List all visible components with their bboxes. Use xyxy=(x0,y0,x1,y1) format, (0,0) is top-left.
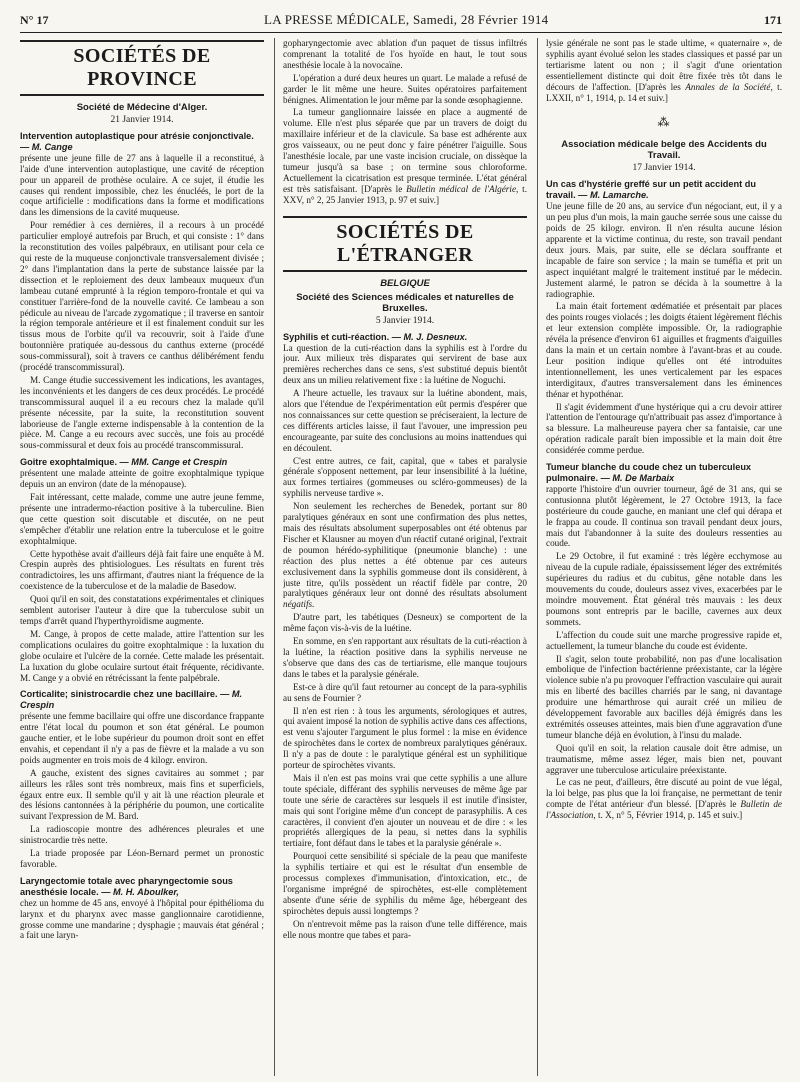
society-name: Association médicale belge des Accidents du Travail. xyxy=(561,139,767,162)
paragraph: Quoi qu'il en soit, des constatations expérimentales et cliniques semblent autoriser l'auteur à dire que la tuberculose subit un temps d'arrêt quand l'hyperthyroïdisme augmente. xyxy=(20,594,264,626)
section-title-etranger: SOCIÉTÉS DE L'ÉTRANGER xyxy=(283,216,527,272)
paragraph-text: Le cas ne peut, d'ailleurs, être discuté au point de vue légal, la loi belge, pas plus que la loi française, ne permettant de tenir compte de l'état antérieur d'un blessé. [D'après le xyxy=(546,777,782,810)
paragraph: Il s'agit, selon toute probabilité, non pas d'une localisation embolique de l'infection bactérienne préexistante, car la légère violence subie n'a pu provoquer l'effraction vasculaire qui aurait mis en liberté des bacilles charriés par le sang, ni davantage produire une hémarthrose qui aurait créé un milieu de développement favorable aux bacilles déjà émigrés dans les extrémités osseuses atteintes, mais bien d'une aggravation d'une tumeur blanche déjà en évolution, à l'insu du malade. xyxy=(546,653,782,740)
article-heading xyxy=(20,689,264,711)
reference-details: , t. X, n° 5, Février 1914, p. 145 et suiv.] xyxy=(593,810,743,821)
article-author: M. Lamarche. xyxy=(589,190,649,201)
article-title: Goitre exophtalmique. — xyxy=(20,457,129,468)
paragraph: La radioscopie montre des adhérences pleurales et une sinistrocardie très nette. xyxy=(20,824,264,846)
section-title-province: SOCIÉTÉS DE PROVINCE xyxy=(20,40,264,96)
paragraph: Il s'agit évidemment d'une hystérique qui a cru devoir attirer l'attention de l'entourage qu'n'attribuait pas assez d'importance à sa blessure. La malheureuse payera cher sa fantaisie, car une opération radicale paraît bien impossible et la main doit être considérée comme perdue. xyxy=(546,401,782,456)
paragraph: chez un homme de 45 ans, envoyé à l'hôpital pour épithélioma du larynx et du pharynx avec masse ganglionnaire carotidienne, grosse comme une mandarine ; dysphagie ; mauvais état général ; a fait une laryn- xyxy=(20,897,264,941)
paragraph: Il n'en est rien : à tous les arguments, sérologiques et autres, qui avaient imposé la notion de syphilis active dans ces affections, est venu s'ajouter l'argument le plus formel : la mise en évidence de spirochètes dans le cortex de nombreux paralytiques généraux. Il n'y a pas de doute : le paralytique général est un syphilitique porteur de spirochètes vivants. xyxy=(283,705,527,771)
paragraph: La triade proposée par Léon-Bernard permet un pronostic favorable. xyxy=(20,848,264,869)
reference-details: , t. XXV, n° 2, 25 Janvier 1913, p. 97 et suiv.] xyxy=(283,183,527,205)
paragraph: présentent une malade atteinte de goitre exophtalmique typique depuis un an environ (date de la ménopause). xyxy=(20,468,264,490)
paragraph: A gauche, existent des signes cavitaires au sommet ; par ailleurs les râles sont très nombreux, mais fins et superficiels, égaux entre eux. Il semble qu'il y ait là une réaction pleurale et des lésions cantonnées à la périphérie du poumon, une corticalite suivant l'expression de M. Bard. xyxy=(20,767,264,822)
paragraph: En somme, en s'en rapportant aux résultats de la cuti-réaction à la luétine, la réaction positive dans la syphilis nerveuse ne s'observe que dans des cas de tertiarisme, elle manque toujours dans le tabes et la paralysie générale. xyxy=(283,636,527,679)
emphasis: négatifs. xyxy=(283,599,315,610)
reference-title: Annales de la Société xyxy=(685,81,771,92)
article-author: M. Cange xyxy=(31,141,73,152)
paragraph: Une jeune fille de 20 ans, au service d'un négociant, eut, il y a un peu plus d'un mois, la main gauche serrée sous une caisse du poids de 25 kilogr. environ. Il n'en résulta aucune lésion apparente et la victime continua, du reste, son travail pendant deux jours. Mais, par suite, elle se déclara souffrante et incapable de faire son service ; la main se tuméfia et prit un aspect inquiétant malgré le traitement institué par le médecin. Justement alarmé, le patron se décida à la soumettre à la radiographie. xyxy=(546,201,782,299)
paragraph: L'affection du coude suit une marche progressive rapide et, actuellement, la tumeur blanche du coude est évidente. xyxy=(546,629,782,651)
country-label: BELGIQUE xyxy=(380,277,430,289)
paragraph: présente une femme bacillaire qui offre une discordance frappante entre l'état local du poumon et son état général. Le poumon gauche entier, et le lobe supérieur du poumon droit sont en effet envahis, et cependant il n'y a pas de fièvre et la malade a vu son poids augmenter en trois mois de 4 kilogr. environ. xyxy=(20,711,264,765)
reference-details: , t. LXXII, n° 1, 1914, p. 14 et suiv.] xyxy=(546,81,782,103)
article-heading xyxy=(20,131,264,153)
paragraph: On n'entrevoit même pas la raison d'une telle différence, mais elle nous montre que tabes et para- xyxy=(283,918,527,940)
article-title: Intervention autoplastique pour atrésie conjonctivale. — xyxy=(20,131,254,152)
paragraph: D'autre part, les tabétiques (Desneux) se comportent de la même façon vis-à-vis de la luétine. xyxy=(283,612,527,634)
paragraph-text: lysie générale ne sont pas le stade ultime, « quaternaire », de syphilis ayant évolué selon les stades classiques et passé par un tertiarisme latent ou non ; il s'agit d'une orientation essentiellement distincte qui doit être fixée très tôt dans le décours de l'affection. [D'après les xyxy=(546,38,782,92)
paragraph xyxy=(283,501,527,610)
article-title: Laryngectomie totale avec pharyngectomie sous anesthésie locale. — xyxy=(20,875,233,897)
article-heading xyxy=(546,462,782,484)
paragraph-text: Non seulement les recherches de Benedek, portant sur 80 paralytiques généraux en sont une confirmation des plus nettes, mais des résultats absolument superposables ont été obtenus par Fischer et Klausner au moyen d'un réactif cutané original, l'extrait de poumon hérédo-syphilitique (pneumonie blanche) : une réaction des plus nettes a été obtenue par ces auteurs exclusivement dans la syphilis gommeuse dont ils considèrent, à juste titre, qu'ils possèdent un réactif fidèle par contre, 20 paralytiques généraux leur ont donné des résultats absolument xyxy=(283,501,527,599)
paragraph: M. Cange étudie successivement les indications, les avantages, les inconvénients et les dangers de ces deux procédés. Le procédé transcommissural auquel il a eu recours chez la malade qu'il présente nécessite, par la suite, la reconstitution souvent laborieuse de l'angle externe indispensable à la contention de la pièce. M. Cange a eu recours avec succès, une fois au procédé sous-commissural et deux fois au procédé transcommissural. xyxy=(20,374,264,451)
asterism-separator: ⁂ xyxy=(657,115,671,130)
column-2 xyxy=(283,38,527,1078)
article-heading xyxy=(20,457,264,468)
paragraph: Quoi qu'il en soit, la relation causale doit être admise, un traumatisme, même assez léger, mais bien net, pouvant aggraver une tuberculose articulaire préexistante. xyxy=(546,742,782,775)
running-head xyxy=(20,8,782,33)
session-date: 5 Janvier 1914. xyxy=(375,315,435,326)
paragraph: A l'heure actuelle, les travaux sur la luétine abondent, mais, alors que l'étendue de l'expérimentation eût permis d'espérer que nos connaissances sur cette question se préciseraient, la lecture de ces différents articles laisse, il faut l'avouer, une impression peu encourageante, par suite des conclusions au moins inattendues qui en découlent. xyxy=(283,388,527,453)
column-3 xyxy=(546,38,782,1078)
paragraph: Fait intéressant, cette malade, comme une autre jeune femme, présente une intradermo-réaction positive à la tuberculine. Bien que cette question soit discutable et discutée, on ne peut s'empêcher d'établir une relation entre la tuberculose et le goitre exophtalmique. xyxy=(20,492,264,546)
paragraph: Mais il n'en est pas moins vrai que cette syphilis a une allure toute spéciale, différant des syphilis nerveuses de même âge par toute une série de caractères sur lesquels il est inutile d'insister, mais qui sont l'origine même d'un concept de parasyphilis. A ces caractères, il convient d'en ajouter un nouveau et de dire : « les propriétés allergiques de la peau, si nettes dans la syphilis tertiaire, font défaut dans le tabes et la paralysie générale ». xyxy=(283,772,527,849)
reference-title: Bulletin de l'Association xyxy=(546,799,782,821)
paragraph-text: La tumeur ganglionnaire laissée en place a augmenté de volume. Elle n'est plus séparée que par un travers de doigt du maxillaire inférieur et de la clavicule. Sa base est adhérente aux gros vaisseaux, ou ne peut donc y faire pénétrer l'aiguille. Sous l'anesthésie locale, par une vaste incision cruciale, on dissèque la tumeur jusqu'à sa base ; on termine sous chloroforme. Actuellement la cicatrisation est presque terminée. L'état général est très satisfaisant. [D'après le xyxy=(283,107,527,194)
column-1 xyxy=(20,38,264,1078)
paragraph: Pour remédier à ces dernières, il a recours à un procédé particulier employé autrefois par Bruch, et qui consiste : 1° dans la reconstitution des voiles palpébraux, en utilisant pour cela ce qui reste de la muqueuse conjonctivale transversalement divisée ; 2° dans l'implantation dans la perte de substance laissée par la dissection et le reploiement des deux lambeaux muqueux d'un lambeau cutané emprunté à la région temporo-frontale et qui va constituer l'arrière-fond de la nouvelle cavité. Ce lambeau a son pédicule au niveau de l'arcade zygomatique ; il traverse en santoir la région temporale antérieure et il est finalement conduit sur les tissus mous de l'orbite qu'il va recouvrir, soit à l'aide d'une boutonnière pratiquée au-dessous du canthus externe (procédé sous-commissural), soit à travers ce canthus délibérément fendu (procédé transcommissural). xyxy=(20,220,264,373)
article-heading xyxy=(283,332,527,343)
paragraph: Cette hypothèse avait d'ailleurs déjà fait faire une enquête à M. Crespin auprès des phtisiologues. Les résultats en furent très contradictoires, les uns affirmant, d'autres niant la fréquence de la coexistence de la tuberculose et de la maladie de Basedow. xyxy=(20,548,264,592)
column-divider xyxy=(537,38,538,1076)
article-title: Tumeur blanche du coude chez un tuberculeux pulmonaire. — xyxy=(546,462,752,483)
article-title: Syphilis et cuti-réaction. — xyxy=(283,331,401,342)
article-author: M. Crespin xyxy=(20,689,243,711)
journal-title: LA PRESSE MÉDICALE, Samedi, 28 Février 1914 xyxy=(264,12,549,27)
article-heading xyxy=(546,179,782,201)
paragraph: La question de la cuti-réaction dans la syphilis est à l'ordre du jour. Aux milieux très disparates qui servirent de base aux premières recherches dans ce sens, s'est substitué depuis bientôt deux ans un milieu relativement fixe : la luétine de Noguchi. xyxy=(283,342,527,386)
session-date: 21 Janvier 1914. xyxy=(110,115,174,125)
paragraph xyxy=(546,38,782,103)
paragraph: Est-ce à dire qu'il faut retourner au concept de la para-syphilis au sens de Fournier ? xyxy=(283,681,527,703)
paragraph: L'opération a duré deux heures un quart. Le malade a refusé de garder le lit même une heure. Suites opératoires parfaitement bénignes. Alimentation le jour même par la sonde œsophagienne. xyxy=(283,72,527,105)
paragraph: La main était fortement œdématiée et présentait par places des points rouges violacés ; les doigts étaient légèrement fléchis et leur extension complète impossible. Or, la radiographie révéla la présence d'environ 61 aiguilles et fragments d'aiguilles dans la main et un certain nombre à l'avant-bras et au coude. Leur position indique qu'elles ont été introduites intentionnellement, les unes verticalement par les espaces interdigitaux, d'autres transversalement dans les éminences thénar et hypothénar. xyxy=(546,301,782,399)
column-divider xyxy=(274,38,275,1076)
session-date: 17 Janvier 1914. xyxy=(632,163,696,174)
article-title: Un cas d'hystérie greffé sur un petit accident du travail. — xyxy=(546,179,756,201)
paragraph xyxy=(283,107,527,205)
paragraph: Le 29 Octobre, il fut examiné : très légère ecchymose au niveau de la cupule radiale, épaississement léger des extrémités supérieures du radius et du cubitus, gêne notable dans les mouvements du coude, douleurs assez vives, exacerbées par le moindre mouvement. État général très mauvais : les deux poumons sont entrepris par le bacille, cavernes aux deux sommets. xyxy=(546,551,782,627)
society-name: Société de Médecine d'Alger. xyxy=(76,102,208,113)
issue-number: N° 17 xyxy=(20,12,49,27)
article-author: MM. Cange et Crespin xyxy=(131,457,228,468)
paragraph: C'est entre autres, ce fait, capital, que « tabes et paralysie générale s'opposent nettement, par leur insensibilité à la luétine, aux formes tertiaires (gommeuses ou scléro-gommeuses) de la syphilis nerveuse tardive ». xyxy=(283,455,527,499)
reference-title: Bulletin médical de l'Algérie xyxy=(406,183,517,194)
paragraph: M. Cange, à propos de cette malade, attire l'attention sur les complications oculaires du goitre exophtalmique : la luxation du globe oculaire et l'ulcère de la cornée. Cette malade les présentait. La luxation du globe oculaire surtout était fréquente, récidivante. M. Cange y a obvié en rétrécissant la fente palpébrale. xyxy=(20,628,264,683)
paragraph xyxy=(546,777,782,821)
paragraph: Pourquoi cette sensibilité si spéciale de la peau que manifeste la syphilis tertiaire et qui est le résultat d'un ensemble de processus complexes d'immunisation, d'intoxication, etc., de l'organisme imprégné de spirochètes, est-elle complètement absente d'une série de syphilis du même âge, hébergeant des spirochètes depuis aussi longtemps ? xyxy=(283,851,527,916)
paragraph: gopharyngectomie avec ablation d'un paquet de tissus infiltrés comprenant la totalité de l'os hyoïde en haut, le tout sous anesthésie locale à la novocaïne. xyxy=(283,38,527,70)
paragraph: rapporte l'histoire d'un ouvrier tourneur, âgé de 31 ans, qui se contusionna plutôt légèrement, le 27 Octobre 1913, la face postérieure du coude gauche, en maniant une clef qui dérapa et le frappa au coude. Il continua son travail pendant deux jours, mais dut l'abandonner à la suite des douleurs ressenties au coude. xyxy=(546,483,782,549)
article-author: M. De Marbaix xyxy=(612,473,675,483)
paragraph: présente une jeune fille de 27 ans à laquelle il a reconstitué, à l'aide d'une intervention autoplastique, une cavité de réception pour un appareil de prothèse oculaire. A ce sujet, il étudie les causes qui rendent impossible, chez les énucléés, le port de la coque artificielle : modifications dans la forme et modifications dans les dimensions de la cavité muqueuse. xyxy=(20,152,264,218)
article-author: M. J. Desneux. xyxy=(403,331,468,342)
article-heading xyxy=(20,876,264,898)
article-title: Corticalite; sinistrocardie chez une bacillaire. — xyxy=(20,689,230,700)
page-number: 171 xyxy=(763,12,782,27)
article-author: M. H. Aboulker, xyxy=(112,886,179,897)
society-name: Société des Sciences médicales et naturelles de Bruxelles. xyxy=(296,291,514,314)
